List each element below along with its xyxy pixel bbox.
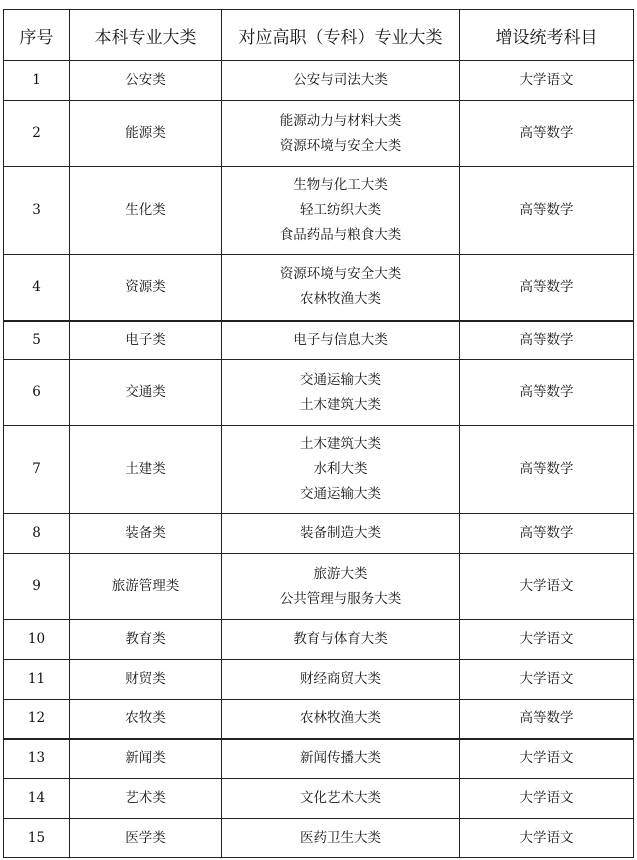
table-row bbox=[4, 620, 634, 660]
row-exam-subject-cell: 大学语文 bbox=[460, 61, 634, 101]
table-row bbox=[4, 61, 634, 101]
vocational-category-item: 土木建筑大类 bbox=[300, 396, 381, 413]
row-vocational-category-cell bbox=[222, 101, 460, 167]
row-seq-cell: 9 bbox=[4, 554, 70, 620]
table-row bbox=[4, 660, 634, 700]
row-undergrad-category-cell: 教育类 bbox=[70, 620, 222, 660]
vocational-category-item: 文化艺术大类 bbox=[300, 790, 381, 806]
table-row bbox=[4, 360, 634, 426]
row-seq-cell: 4 bbox=[4, 255, 70, 321]
row-vocational-category-cell bbox=[222, 61, 460, 101]
row-undergrad-category-cell: 农牧类 bbox=[70, 700, 222, 739]
table-row bbox=[4, 101, 634, 167]
vocational-category-item: 装备制造大类 bbox=[300, 525, 381, 541]
row-seq-cell: 8 bbox=[4, 514, 70, 554]
row-vocational-category-cell bbox=[222, 700, 460, 739]
row-vocational-category-cell bbox=[222, 779, 460, 819]
row-seq-cell: 2 bbox=[4, 101, 70, 167]
vocational-category-item: 公共管理与服务大类 bbox=[279, 590, 402, 607]
vocational-category-item: 食品药品与粮食大类 bbox=[279, 227, 402, 243]
row-undergrad-category-cell: 土建类 bbox=[70, 426, 222, 514]
row-vocational-category-cell bbox=[222, 255, 460, 321]
vocational-category-item: 医药卫生大类 bbox=[300, 829, 381, 846]
vocational-category-item: 资源环境与安全大类 bbox=[279, 266, 402, 283]
vocational-category-item: 交通运输大类 bbox=[300, 371, 381, 388]
major-mapping-table bbox=[3, 9, 634, 858]
header-seq: 序号 bbox=[4, 10, 70, 61]
vocational-category-item: 电子与信息大类 bbox=[293, 331, 388, 348]
row-undergrad-category-cell: 艺术类 bbox=[70, 779, 222, 819]
vocational-category-item: 公安与司法大类 bbox=[293, 72, 388, 88]
row-undergrad-category-cell: 生化类 bbox=[70, 167, 222, 255]
row-exam-subject-cell: 高等数学 bbox=[460, 255, 634, 321]
table-row bbox=[4, 554, 634, 620]
row-seq-cell: 6 bbox=[4, 360, 70, 426]
row-vocational-category-cell bbox=[222, 739, 460, 779]
vocational-category-item: 农林牧渔大类 bbox=[300, 291, 381, 308]
row-vocational-category-cell bbox=[222, 360, 460, 426]
vocational-category-item: 土木建筑大类 bbox=[300, 436, 381, 452]
table-row bbox=[4, 819, 634, 858]
vocational-category-item: 旅游大类 bbox=[313, 565, 368, 582]
row-exam-subject-cell: 大学语文 bbox=[460, 779, 634, 819]
row-seq-cell: 11 bbox=[4, 660, 70, 700]
row-exam-subject-cell: 大学语文 bbox=[460, 554, 634, 620]
row-undergrad-category-cell: 能源类 bbox=[70, 101, 222, 167]
row-undergrad-category-cell: 财贸类 bbox=[70, 660, 222, 700]
row-vocational-category-cell bbox=[222, 167, 460, 255]
table-row bbox=[4, 700, 634, 739]
row-vocational-category-cell bbox=[222, 321, 460, 360]
row-undergrad-category-cell: 旅游管理类 bbox=[70, 554, 222, 620]
vocational-category-item: 能源动力与材料大类 bbox=[279, 112, 402, 129]
header-undergrad-category: 本科专业大类 bbox=[70, 10, 222, 61]
row-exam-subject-cell: 高等数学 bbox=[460, 426, 634, 514]
row-exam-subject-cell: 大学语文 bbox=[460, 660, 634, 700]
table-row bbox=[4, 514, 634, 554]
row-seq-cell: 3 bbox=[4, 167, 70, 255]
row-vocational-category-cell bbox=[222, 660, 460, 700]
row-undergrad-category-cell: 新闻类 bbox=[70, 739, 222, 779]
row-seq-cell: 15 bbox=[4, 819, 70, 858]
table-body bbox=[4, 61, 634, 858]
row-vocational-category-cell bbox=[222, 554, 460, 620]
vocational-category-item: 财经商贸大类 bbox=[300, 671, 381, 687]
row-exam-subject-cell: 高等数学 bbox=[460, 101, 634, 167]
vocational-category-item: 水利大类 bbox=[313, 461, 368, 477]
row-vocational-category-cell bbox=[222, 426, 460, 514]
vocational-category-item: 新闻传播大类 bbox=[300, 750, 381, 767]
vocational-category-item: 教育与体育大类 bbox=[293, 631, 388, 647]
row-exam-subject-cell: 大学语文 bbox=[460, 819, 634, 858]
header-vocational-category: 对应高职（专科）专业大类 bbox=[222, 10, 460, 61]
row-exam-subject-cell: 高等数学 bbox=[460, 360, 634, 426]
row-seq-cell: 5 bbox=[4, 321, 70, 360]
table-row bbox=[4, 779, 634, 819]
vocational-category-item: 轻工纺织大类 bbox=[300, 202, 381, 218]
vocational-category-item: 交通运输大类 bbox=[300, 486, 381, 502]
table-row bbox=[4, 426, 634, 514]
row-exam-subject-cell: 高等数学 bbox=[460, 514, 634, 554]
row-exam-subject-cell: 大学语文 bbox=[460, 739, 634, 779]
row-seq-cell: 13 bbox=[4, 739, 70, 779]
vocational-category-item: 生物与化工大类 bbox=[293, 177, 388, 193]
table-row bbox=[4, 321, 634, 360]
row-vocational-category-cell bbox=[222, 620, 460, 660]
row-exam-subject-cell: 高等数学 bbox=[460, 700, 634, 739]
table-row bbox=[4, 739, 634, 779]
row-seq-cell: 14 bbox=[4, 779, 70, 819]
header-exam-subject: 增设统考科目 bbox=[460, 10, 634, 61]
row-seq-cell: 10 bbox=[4, 620, 70, 660]
row-undergrad-category-cell: 电子类 bbox=[70, 321, 222, 360]
vocational-category-item: 资源环境与安全大类 bbox=[279, 137, 402, 154]
row-exam-subject-cell: 大学语文 bbox=[460, 620, 634, 660]
table-row bbox=[4, 167, 634, 255]
row-seq-cell: 12 bbox=[4, 700, 70, 739]
row-vocational-category-cell bbox=[222, 819, 460, 858]
row-undergrad-category-cell: 医学类 bbox=[70, 819, 222, 858]
row-undergrad-category-cell: 装备类 bbox=[70, 514, 222, 554]
row-undergrad-category-cell: 资源类 bbox=[70, 255, 222, 321]
row-undergrad-category-cell: 交通类 bbox=[70, 360, 222, 426]
row-seq-cell: 1 bbox=[4, 61, 70, 101]
vocational-category-item: 农林牧渔大类 bbox=[300, 710, 381, 727]
row-exam-subject-cell: 高等数学 bbox=[460, 167, 634, 255]
row-undergrad-category-cell: 公安类 bbox=[70, 61, 222, 101]
row-vocational-category-cell bbox=[222, 514, 460, 554]
table-row bbox=[4, 255, 634, 321]
row-seq-cell: 7 bbox=[4, 426, 70, 514]
table-header-row bbox=[4, 10, 634, 61]
row-exam-subject-cell: 高等数学 bbox=[460, 321, 634, 360]
